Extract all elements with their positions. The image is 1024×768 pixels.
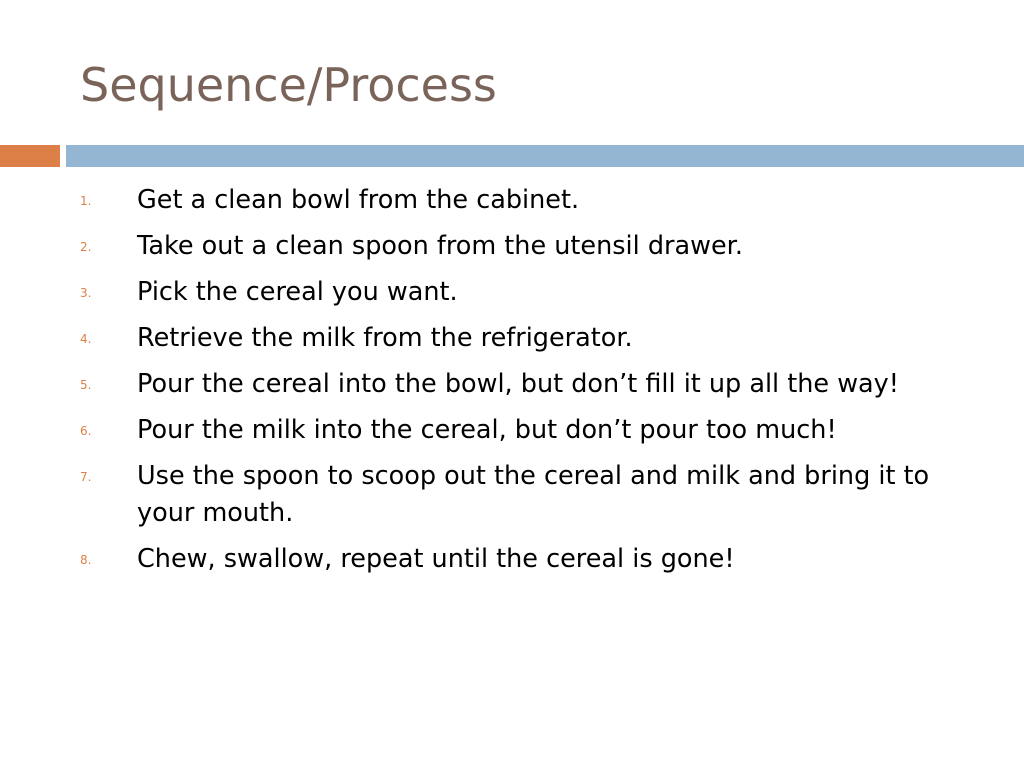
accent-bar-blue [66,145,1024,167]
step-text: Pour the cereal into the bowl, but don’t fill it up all the way! [137,369,899,399]
step-number: 6. [80,424,92,438]
step-text: Pour the milk into the cereal, but don’t pour too much! [137,415,837,445]
accent-bar-orange [0,145,60,167]
step-text: Retrieve the milk from the refrigerator. [137,323,633,353]
step-number: 1. [80,194,92,208]
step-number: 5. [80,378,92,392]
list-item [0,412,1024,449]
step-number: 7. [80,470,92,484]
step-text: Chew, swallow, repeat until the cereal is gone! [137,544,735,574]
list-item [0,274,1024,311]
list-item [0,541,1024,578]
step-number: 8. [80,553,92,567]
step-text: Use the spoon to scoop out the cereal and milk and bring it to your mouth. [137,461,930,528]
list-item [0,228,1024,265]
step-text: Take out a clean spoon from the utensil drawer. [137,231,743,261]
list-item [0,458,1024,532]
list-item [0,366,1024,403]
step-number: 2. [80,240,92,254]
steps-list [0,182,1024,587]
step-text: Pick the cereal you want. [137,277,458,307]
step-text: Get a clean bowl from the cabinet. [137,185,580,215]
step-number: 3. [80,286,92,300]
list-item [0,182,1024,219]
list-item [0,320,1024,357]
step-number: 4. [80,332,92,346]
slide-title: Sequence/Process [80,58,497,112]
